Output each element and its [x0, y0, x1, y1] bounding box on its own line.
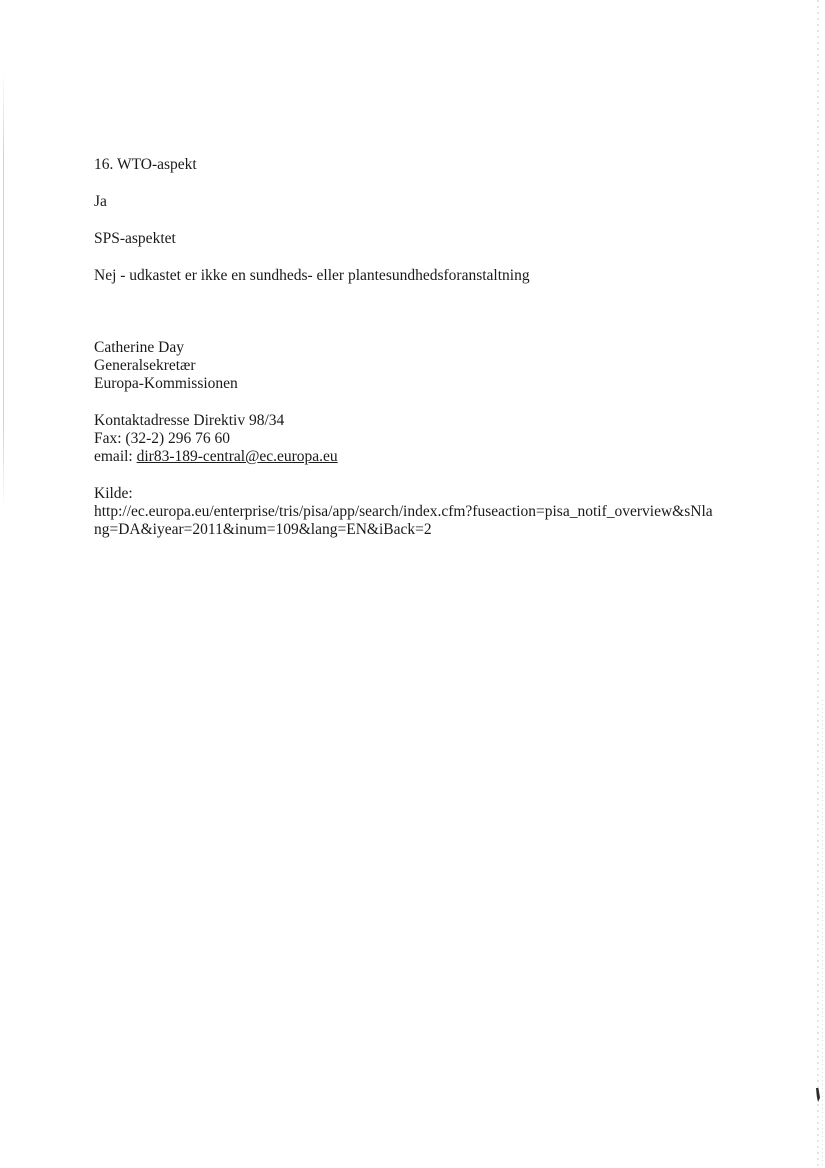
section-heading: 16. WTO-aspekt — [94, 156, 197, 173]
sps-answer: Nej - udkastet er ikke en sundheds- eller plantesundhedsforanstaltning — [94, 267, 530, 284]
email-label: email: — [94, 448, 137, 465]
contact-block — [94, 412, 774, 466]
source-block — [94, 485, 774, 539]
signature-block — [94, 339, 774, 393]
source-url-line-1[interactable]: http://ec.europa.eu/enterprise/tris/pisa/app/search/index.cfm?fuseaction=pisa_notif_overview&sNla — [94, 503, 713, 520]
source-url-line-2[interactable]: ng=DA&iyear=2011&inum=109&lang=EN&iBack=2 — [94, 521, 432, 538]
scan-edge-right — [817, 0, 819, 1168]
signatory-name: Catherine Day — [94, 339, 184, 356]
signatory-title: Generalsekretær — [94, 357, 196, 374]
contact-fax: Fax: (32-2) 296 76 60 — [94, 430, 231, 447]
scan-edge-left — [3, 70, 4, 510]
contact-email-line — [94, 448, 774, 466]
source-label: Kilde: — [94, 485, 133, 502]
document-body — [94, 156, 774, 539]
scan-edge-right-inner — [822, 700, 823, 1168]
sps-heading: SPS-aspektet — [94, 230, 176, 247]
contact-address: Kontaktadresse Direktiv 98/34 — [94, 412, 285, 429]
email-link[interactable]: dir83-189-central@ec.europa.eu — [136, 448, 338, 465]
signatory-organisation: Europa-Kommissionen — [94, 375, 238, 392]
wto-answer: Ja — [94, 193, 107, 210]
